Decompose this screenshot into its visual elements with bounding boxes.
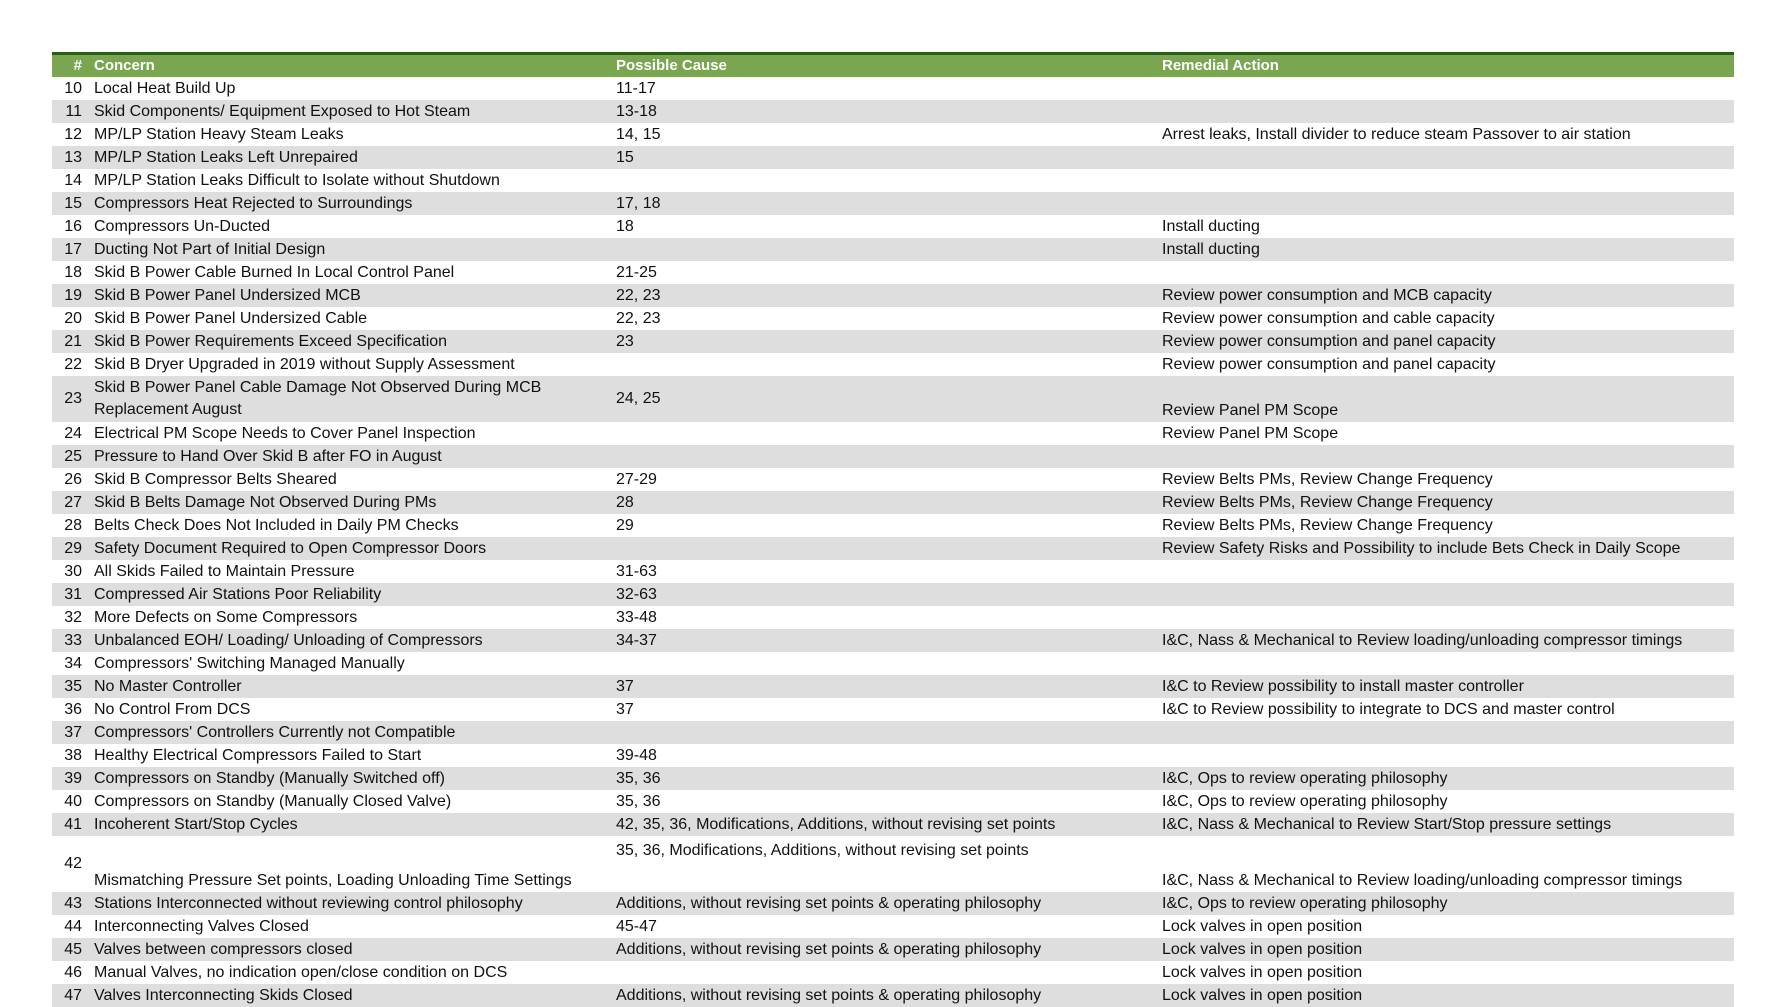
row-number: 15: [64, 194, 82, 212]
row-number: 25: [64, 447, 82, 465]
concern-cell: Unbalanced EOH/ Loading/ Unloading of Compressors: [94, 631, 483, 649]
row-number: 45: [64, 940, 82, 958]
action-cell: I&C, Nass & Mechanical to Review loading/unloading compressor timings: [1162, 631, 1683, 649]
row-number: 27: [64, 493, 82, 511]
concern-cell: Skid B Belts Damage Not Observed During PMs: [94, 493, 437, 511]
row-number: 20: [64, 309, 82, 327]
action-cell: I&C to Review possibility to integrate to DCS and master control: [1162, 700, 1615, 718]
row-number: 17: [64, 240, 82, 258]
concern-cell: Incoherent Start/Stop Cycles: [94, 815, 298, 833]
concern-cell: Skid B Power Panel Undersized MCB: [94, 286, 361, 304]
cause-cell: 32-63: [616, 585, 657, 603]
concern-cell: No Master Controller: [94, 677, 242, 695]
cause-cell: 21-25: [616, 263, 657, 281]
table-row: [52, 583, 1734, 606]
table-row: [52, 560, 1734, 583]
row-number: 36: [64, 700, 82, 718]
table-row: [52, 537, 1734, 560]
table-row: [52, 984, 1734, 1007]
row-number: 10: [64, 79, 82, 97]
action-cell: Review power consumption and panel capacity: [1162, 332, 1496, 350]
action-cell: I&C, Ops to review operating philosophy: [1162, 792, 1448, 810]
table-row: [52, 468, 1734, 491]
concern-cell: Compressed Air Stations Poor Reliability: [94, 585, 382, 603]
action-cell: Lock valves in open position: [1162, 917, 1363, 935]
row-number: 18: [64, 263, 82, 281]
row-number: 33: [64, 631, 82, 649]
cause-cell: 28: [616, 493, 634, 511]
table-row: [52, 961, 1734, 984]
table-row: [52, 238, 1734, 261]
row-number: 12: [64, 125, 82, 143]
table-row: [52, 836, 1734, 892]
concern-cell: Skid B Power Panel Undersized Cable: [94, 309, 368, 327]
cause-cell: 14, 15: [616, 125, 661, 143]
cause-cell: 22, 23: [616, 286, 661, 304]
row-number: 37: [64, 723, 82, 741]
table-row: [52, 146, 1734, 169]
action-cell: Review power consumption and MCB capacity: [1162, 286, 1492, 304]
table-row: [52, 445, 1734, 468]
concern-cell: Pressure to Hand Over Skid B after FO in August: [94, 447, 442, 465]
table-row: [52, 629, 1734, 652]
concern-cell: Skid B Power Panel Cable Damage Not Observed During MCB Replacement August: [94, 379, 542, 418]
row-number: 46: [64, 963, 82, 981]
cause-cell: Additions, without revising set points & operating philosophy: [616, 894, 1042, 912]
table-row: [52, 491, 1734, 514]
concern-cell: Local Heat Build Up: [94, 79, 236, 97]
row-number: 34: [64, 654, 82, 672]
concern-cell: No Control From DCS: [94, 700, 251, 718]
action-cell: I&C to Review possibility to install master controller: [1162, 677, 1524, 695]
action-cell: Review Panel PM Scope: [1162, 402, 1339, 419]
cause-cell: 35, 36: [616, 792, 661, 810]
concern-cell: Skid B Power Cable Burned In Local Control Panel: [94, 263, 455, 281]
concern-cell: Mismatching Pressure Set points, Loading Unloading Time Settings: [94, 872, 572, 889]
row-number: 22: [64, 355, 82, 373]
action-cell: Lock valves in open position: [1162, 986, 1363, 1004]
table-row: [52, 915, 1734, 938]
action-cell: Review Belts PMs, Review Change Frequency: [1162, 493, 1493, 511]
row-number: 43: [64, 894, 82, 912]
action-cell: I&C, Nass & Mechanical to Review Start/Stop pressure settings: [1162, 815, 1612, 833]
action-cell: I&C, Nass & Mechanical to Review loading/unloading compressor timings: [1162, 872, 1683, 889]
action-cell: Install ducting: [1162, 217, 1260, 235]
cause-cell: 42, 35, 36, Modifications, Additions, without revising set points: [616, 815, 1056, 833]
table-row: [52, 123, 1734, 146]
table-row: [52, 514, 1734, 537]
header-num: #: [73, 57, 82, 74]
concern-cell: Compressors on Standby (Manually Closed Valve): [94, 792, 452, 810]
table-row: [52, 606, 1734, 629]
table-row: [52, 100, 1734, 123]
table-row: [52, 744, 1734, 767]
table-row: [52, 767, 1734, 790]
cause-cell: 35, 36, Modifications, Additions, without revising set points: [616, 842, 1029, 859]
table-row: [52, 330, 1734, 353]
table-row: [52, 422, 1734, 445]
row-number: 40: [64, 792, 82, 810]
cause-cell: 35, 36: [616, 769, 661, 787]
table-row: [52, 652, 1734, 675]
row-number: 23: [64, 390, 82, 407]
action-cell: Review Panel PM Scope: [1162, 424, 1339, 442]
cause-cell: 27-29: [616, 470, 657, 488]
table-row: [52, 813, 1734, 836]
action-cell: Install ducting: [1162, 240, 1260, 258]
row-number: 42: [64, 855, 82, 872]
row-number: 16: [64, 217, 82, 235]
concern-cell: Valves between compressors closed: [94, 940, 353, 958]
row-number: 41: [64, 815, 82, 833]
cause-cell: 22, 23: [616, 309, 661, 327]
table-row: [52, 892, 1734, 915]
concern-cell: Compressors' Controllers Currently not Compatible: [94, 723, 456, 741]
concern-cell: Skid B Compressor Belts Sheared: [94, 470, 337, 488]
cause-cell: 24, 25: [616, 390, 661, 407]
cause-cell: 11-17: [616, 79, 656, 97]
cause-cell: Additions, without revising set points & operating philosophy: [616, 986, 1042, 1004]
concern-cell: Healthy Electrical Compressors Failed to Start: [94, 746, 422, 764]
row-number: 21: [64, 332, 82, 350]
concern-cell: Skid Components/ Equipment Exposed to Hot Steam: [94, 102, 471, 120]
table-row: [52, 284, 1734, 307]
row-number: 14: [64, 171, 82, 189]
concern-cell: MP/LP Station Leaks Left Unrepaired: [94, 148, 358, 166]
row-number: 30: [64, 562, 82, 580]
table-row: [52, 721, 1734, 744]
concern-cell: MP/LP Station Heavy Steam Leaks: [94, 125, 344, 143]
concern-cell: Interconnecting Valves Closed: [94, 917, 309, 935]
action-cell: Review Belts PMs, Review Change Frequency: [1162, 516, 1493, 534]
table-row: [52, 790, 1734, 813]
concern-cell: Compressors on Standby (Manually Switched off): [94, 769, 445, 787]
table-row: [52, 192, 1734, 215]
cause-cell: 23: [616, 332, 634, 350]
concern-cell: Stations Interconnected without reviewing control philosophy: [94, 894, 523, 912]
cause-cell: 37: [616, 677, 634, 695]
concern-cell: Skid B Power Requirements Exceed Specification: [94, 332, 448, 350]
concern-cell: Safety Document Required to Open Compressor Doors: [94, 539, 487, 557]
row-number: 32: [64, 608, 82, 626]
action-cell: Review power consumption and cable capacity: [1162, 309, 1495, 327]
header-action: Remedial Action: [1162, 57, 1279, 74]
concern-cell: Compressors' Switching Managed Manually: [94, 654, 405, 672]
action-cell: Review power consumption and panel capacity: [1162, 355, 1496, 373]
action-cell: Review Belts PMs, Review Change Frequency: [1162, 470, 1493, 488]
concern-cell: More Defects on Some Compressors: [94, 608, 358, 626]
cause-cell: 37: [616, 700, 634, 718]
spreadsheet-table: [52, 52, 1734, 1007]
cause-cell: 45-47: [616, 917, 657, 935]
concern-cell: Manual Valves, no indication open/close condition on DCS: [94, 963, 508, 981]
cause-cell: 13-18: [616, 102, 657, 120]
cause-cell: 31-63: [616, 562, 657, 580]
table-row: [52, 77, 1734, 100]
table-row: [52, 376, 1734, 422]
row-number: 39: [64, 769, 82, 787]
row-number: 13: [64, 148, 82, 166]
cause-cell: 33-48: [616, 608, 657, 626]
row-number: 28: [64, 516, 82, 534]
row-number: 11: [65, 102, 82, 120]
cause-cell: 34-37: [616, 631, 657, 649]
header-cause: Possible Cause: [616, 57, 727, 74]
concern-cell: MP/LP Station Leaks Difficult to Isolate without Shutdown: [94, 171, 500, 189]
row-number: 19: [64, 286, 82, 304]
table-row: [52, 261, 1734, 284]
table-row: [52, 215, 1734, 238]
row-number: 31: [64, 585, 82, 603]
row-number: 44: [64, 917, 82, 935]
row-number: 29: [64, 539, 82, 557]
table-header-row: [52, 55, 1734, 77]
action-cell: Arrest leaks, Install divider to reduce steam Passover to air station: [1162, 125, 1631, 143]
cause-cell: 17, 18: [616, 194, 661, 212]
action-cell: Lock valves in open position: [1162, 940, 1363, 958]
row-number: 38: [64, 746, 82, 764]
action-cell: I&C, Ops to review operating philosophy: [1162, 894, 1448, 912]
concern-cell: Valves Interconnecting Skids Closed: [94, 986, 353, 1004]
table-row: [52, 353, 1734, 376]
concern-cell: All Skids Failed to Maintain Pressure: [94, 562, 355, 580]
table-row: [52, 169, 1734, 192]
cause-cell: Additions, without revising set points & operating philosophy: [616, 940, 1042, 958]
action-cell: I&C, Ops to review operating philosophy: [1162, 769, 1448, 787]
concern-cell: Compressors Heat Rejected to Surroundings: [94, 194, 413, 212]
cause-cell: 39-48: [616, 746, 657, 764]
header-concern: Concern: [94, 57, 155, 74]
cause-cell: 18: [616, 217, 634, 235]
table-row: [52, 698, 1734, 721]
concern-cell: Electrical PM Scope Needs to Cover Panel Inspection: [94, 424, 476, 442]
row-number: 35: [64, 677, 82, 695]
concern-cell: Compressors Un-Ducted: [94, 217, 271, 235]
table-row: [52, 307, 1734, 330]
table-row: [52, 938, 1734, 961]
cause-cell: 29: [616, 516, 634, 534]
concern-cell: Skid B Dryer Upgraded in 2019 without Supply Assessment: [94, 355, 515, 373]
cause-cell: 15: [616, 148, 634, 166]
concern-cell: Ducting Not Part of Initial Design: [94, 240, 326, 258]
row-number: 26: [64, 470, 82, 488]
table-row: [52, 675, 1734, 698]
action-cell: Review Safety Risks and Possibility to include Bets Check in Daily Scope: [1162, 539, 1681, 557]
action-cell: Lock valves in open position: [1162, 963, 1363, 981]
row-number: 47: [64, 986, 82, 1004]
concern-cell: Belts Check Does Not Included in Daily PM Checks: [94, 516, 459, 534]
row-number: 24: [64, 424, 82, 442]
table-body: [52, 77, 1734, 1007]
